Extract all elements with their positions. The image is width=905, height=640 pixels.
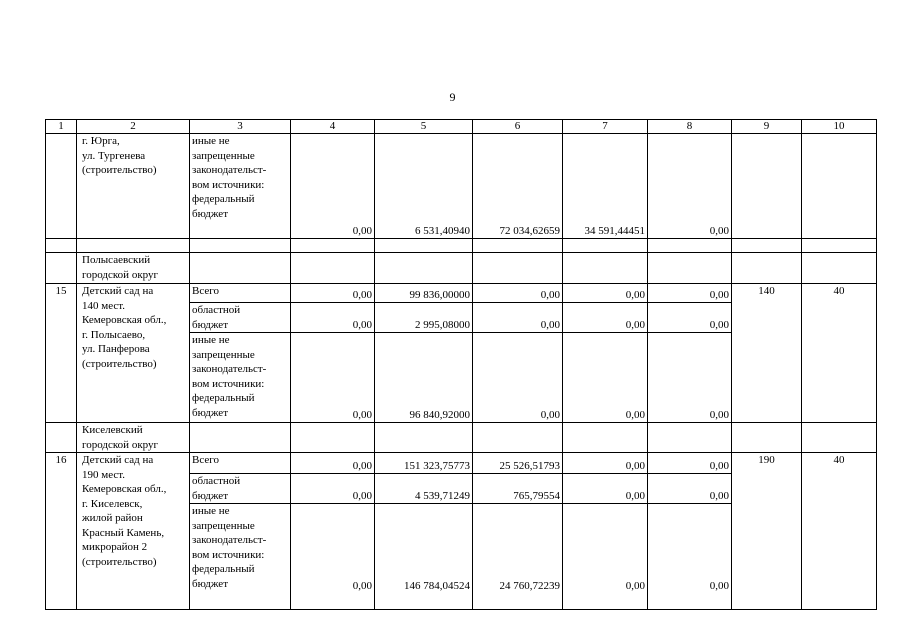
- column-number: 2: [77, 120, 190, 134]
- column-number: 3: [190, 120, 291, 134]
- column-number: 4: [291, 120, 375, 134]
- amount-cell: 0,00: [648, 134, 732, 239]
- amount-cell: 151 323,75773: [375, 453, 473, 474]
- column-number: 8: [648, 120, 732, 134]
- column-number: 10: [802, 120, 877, 134]
- row-number: 15: [46, 284, 77, 423]
- amount-cell: 96 840,92000: [375, 333, 473, 423]
- amount-cell: 0,00: [563, 453, 648, 474]
- funding-source: иные не запрещенные законодательст- вом источники: федеральный бюджет: [190, 504, 291, 610]
- budget-table: [45, 119, 877, 610]
- amount-cell: 99 836,00000: [375, 284, 473, 303]
- amount-cell: 0,00: [291, 504, 375, 610]
- amount-cell: 0,00: [473, 303, 563, 333]
- capacity-cell: 40: [802, 453, 877, 610]
- amount-cell: 2 995,08000: [375, 303, 473, 333]
- capacity-cell: 140: [732, 284, 802, 423]
- table-row: [46, 239, 877, 253]
- funding-source: областной бюджет: [190, 303, 291, 333]
- district-name: Киселевский городской округ: [77, 423, 190, 453]
- amount-cell: 0,00: [473, 333, 563, 423]
- column-number: 9: [732, 120, 802, 134]
- amount-cell: 0,00: [291, 303, 375, 333]
- amount-cell: 24 760,72239: [473, 504, 563, 610]
- amount-cell: 6 531,40940: [375, 134, 473, 239]
- amount-cell: 0,00: [291, 474, 375, 504]
- capacity-cell: 190: [732, 453, 802, 610]
- amount-cell: 0,00: [648, 453, 732, 474]
- amount-cell: 0,00: [648, 504, 732, 610]
- column-number: 6: [473, 120, 563, 134]
- amount-cell: 0,00: [291, 284, 375, 303]
- object-name: Детский сад на 190 мест. Кемеровская обл., г. Киселевск, жилой район Красный Камень, микрорайон 2 (строительство): [77, 453, 190, 610]
- amount-cell: 0,00: [291, 134, 375, 239]
- table-row: [46, 453, 877, 474]
- object-name: Детский сад на 140 мест. Кемеровская обл., г. Полысаево, ул. Панферова (строительство): [77, 284, 190, 423]
- amount-cell: 34 591,44451: [563, 134, 648, 239]
- district-row: [46, 423, 877, 453]
- amount-cell: 0,00: [648, 474, 732, 504]
- funding-source: иные не запрещенные законодательст- вом источники: федеральный бюджет: [190, 333, 291, 423]
- amount-cell: 4 539,71249: [375, 474, 473, 504]
- amount-cell: 0,00: [563, 284, 648, 303]
- page-number: 9: [449, 90, 456, 104]
- column-number: 1: [46, 120, 77, 134]
- amount-cell: 0,00: [648, 333, 732, 423]
- funding-source: иные не запрещенные законодательст- вом источники: федеральный бюджет: [190, 134, 291, 239]
- district-name: Полысаевский городской округ: [77, 253, 190, 284]
- amount-cell: 0,00: [291, 333, 375, 423]
- amount-cell: 0,00: [291, 453, 375, 474]
- amount-cell: 146 784,04524: [375, 504, 473, 610]
- amount-cell: 0,00: [563, 303, 648, 333]
- amount-cell: 0,00: [473, 284, 563, 303]
- column-number-row: [46, 120, 877, 134]
- district-row: [46, 253, 877, 284]
- funding-source: Всего: [190, 453, 291, 474]
- table-row: [46, 134, 877, 239]
- amount-cell: 0,00: [563, 474, 648, 504]
- amount-cell: 0,00: [563, 333, 648, 423]
- amount-cell: 72 034,62659: [473, 134, 563, 239]
- column-number: 5: [375, 120, 473, 134]
- object-name: г. Юрга, ул. Тургенева (строительство): [77, 134, 190, 239]
- amount-cell: 0,00: [648, 284, 732, 303]
- amount-cell: 0,00: [563, 504, 648, 610]
- amount-cell: 25 526,51793: [473, 453, 563, 474]
- funding-source: Всего: [190, 284, 291, 303]
- table-row: [46, 284, 877, 303]
- funding-source: областной бюджет: [190, 474, 291, 504]
- column-number: 7: [563, 120, 648, 134]
- capacity-cell: 40: [802, 284, 877, 423]
- amount-cell: 0,00: [648, 303, 732, 333]
- row-number: 16: [46, 453, 77, 610]
- amount-cell: 765,79554: [473, 474, 563, 504]
